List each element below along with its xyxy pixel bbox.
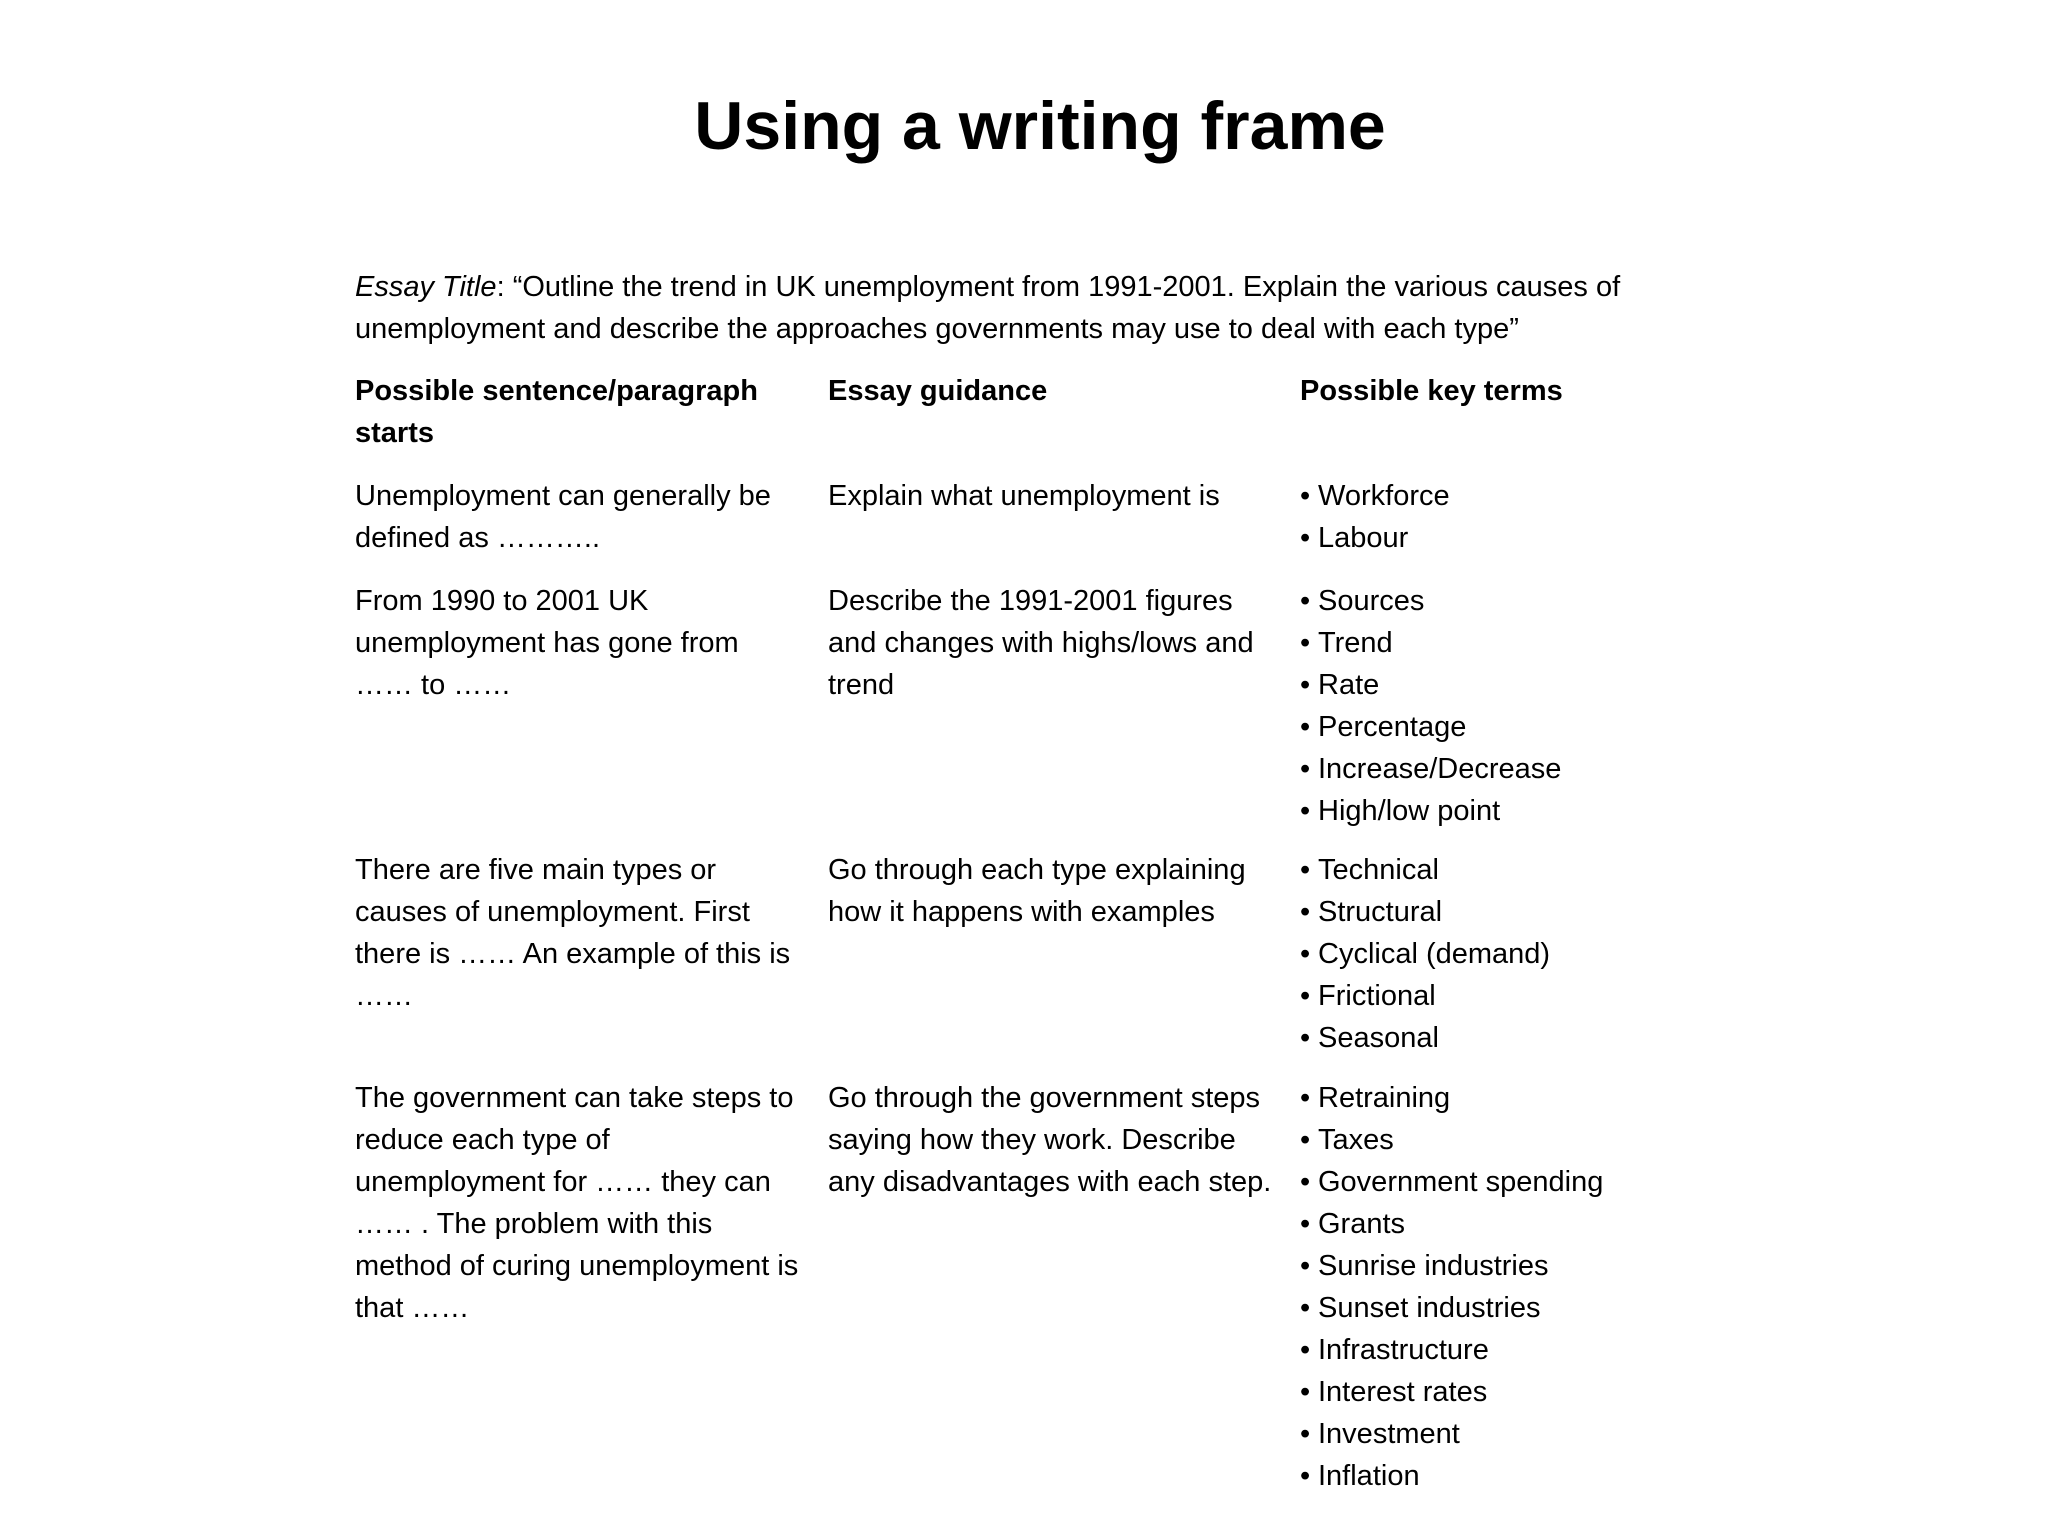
key-term-item [1300,580,1820,622]
key-term-item [1300,1413,1820,1455]
essay-title [355,266,1755,350]
bullet-icon: • [1300,896,1311,928]
bullet-icon: • [1300,1418,1311,1450]
essay-title-label: Essay Title [355,271,497,303]
key-term-label: Interest rates [1318,1376,1488,1408]
key-term-item [1300,891,1820,933]
key-term-item [1300,849,1820,891]
header-key-terms: Possible key terms [1300,375,1563,407]
row-4-sentence-start: The government can take steps to reduce each type of unemployment for …… they can …… . The problem with this method of curing unemployment is that …… [355,1082,799,1324]
key-term-item [1300,933,1820,975]
key-term-item [1300,706,1820,748]
row-4-key-terms [1300,1077,1820,1497]
key-term-item [1300,1287,1820,1329]
key-term-item [1300,1017,1820,1059]
bullet-icon: • [1300,585,1311,617]
bullet-icon: • [1300,522,1311,554]
bullet-icon: • [1300,480,1311,512]
row-4-guidance: Go through the government steps saying how they work. Describe any disadvantages with each step. [828,1082,1272,1198]
key-term-item [1300,1161,1820,1203]
bullet-icon: • [1300,1082,1311,1114]
key-term-item [1300,1245,1820,1287]
row-1-guidance: Explain what unemployment is [828,480,1220,512]
bullet-icon: • [1300,854,1311,886]
header-sentence-starts: Possible sentence/paragraph starts [355,375,758,449]
page-title: Using a writing frame [694,88,1386,164]
bullet-icon: • [1300,1124,1311,1156]
key-term-item [1300,790,1820,832]
bullet-icon: • [1300,795,1311,827]
key-term-label: Technical [1318,854,1439,886]
key-term-label: Trend [1318,627,1393,659]
bullet-icon: • [1300,669,1311,701]
key-term-item [1300,1455,1820,1497]
key-term-label: Inflation [1318,1460,1420,1492]
key-term-label: Percentage [1318,711,1467,743]
key-term-label: Seasonal [1318,1022,1439,1054]
row-2-guidance: Describe the 1991-2001 figures and changes with highs/lows and trend [828,585,1254,701]
key-term-label: Workforce [1318,480,1450,512]
key-term-label: Infrastructure [1318,1334,1489,1366]
key-term-item [1300,622,1820,664]
key-term-item [1300,1077,1820,1119]
key-term-label: Frictional [1318,980,1436,1012]
key-term-item [1300,664,1820,706]
essay-title-separator: : [496,271,513,303]
key-term-item [1300,748,1820,790]
key-term-label: Structural [1318,896,1443,928]
bullet-icon: • [1300,1166,1311,1198]
bullet-icon: • [1300,1334,1311,1366]
bullet-icon: • [1300,1250,1311,1282]
bullet-icon: • [1300,1208,1311,1240]
key-term-label: Taxes [1318,1124,1394,1156]
bullet-icon: • [1300,1376,1311,1408]
key-term-label: Cyclical (demand) [1318,938,1551,970]
key-term-label: Labour [1318,522,1409,554]
key-term-label: Increase/Decrease [1318,753,1562,785]
key-term-item [1300,1371,1820,1413]
key-term-label: Grants [1318,1208,1406,1240]
key-term-item [1300,517,1820,559]
bullet-icon: • [1300,1292,1311,1324]
bullet-icon: • [1300,1460,1311,1492]
key-term-item [1300,1203,1820,1245]
header-essay-guidance: Essay guidance [828,375,1048,407]
key-term-label: Sources [1318,585,1425,617]
key-term-label: Retraining [1318,1082,1451,1114]
row-3-sentence-start: There are five main types or causes of unemployment. First there is …… An example of this is …… [355,854,791,1012]
bullet-icon: • [1300,711,1311,743]
row-2-key-terms [1300,580,1820,832]
key-term-item [1300,1119,1820,1161]
row-3-guidance: Go through each type explaining how it happens with examples [828,854,1246,928]
key-term-label: Government spending [1318,1166,1604,1198]
row-1-sentence-start: Unemployment can generally be defined as ……….. [355,480,771,554]
bullet-icon: • [1300,627,1311,659]
bullet-icon: • [1300,980,1311,1012]
bullet-icon: • [1300,938,1311,970]
key-term-label: Investment [1318,1418,1460,1450]
bullet-icon: • [1300,753,1311,785]
key-term-label: High/low point [1318,795,1501,827]
row-1-key-terms [1300,475,1820,559]
essay-title-text: “Outline the trend in UK unemployment from 1991-2001. Explain the various causes of unemployment and describe the approaches governments may use to deal with each type” [355,271,1621,345]
key-term-label: Rate [1318,669,1380,701]
key-term-item [1300,975,1820,1017]
key-term-label: Sunrise industries [1318,1250,1549,1282]
key-term-label: Sunset industries [1318,1292,1541,1324]
key-term-item [1300,1329,1820,1371]
row-2-sentence-start: From 1990 to 2001 UK unemployment has gone from …… to …… [355,585,739,701]
row-3-key-terms [1300,849,1820,1059]
bullet-icon: • [1300,1022,1311,1054]
key-term-item [1300,475,1820,517]
